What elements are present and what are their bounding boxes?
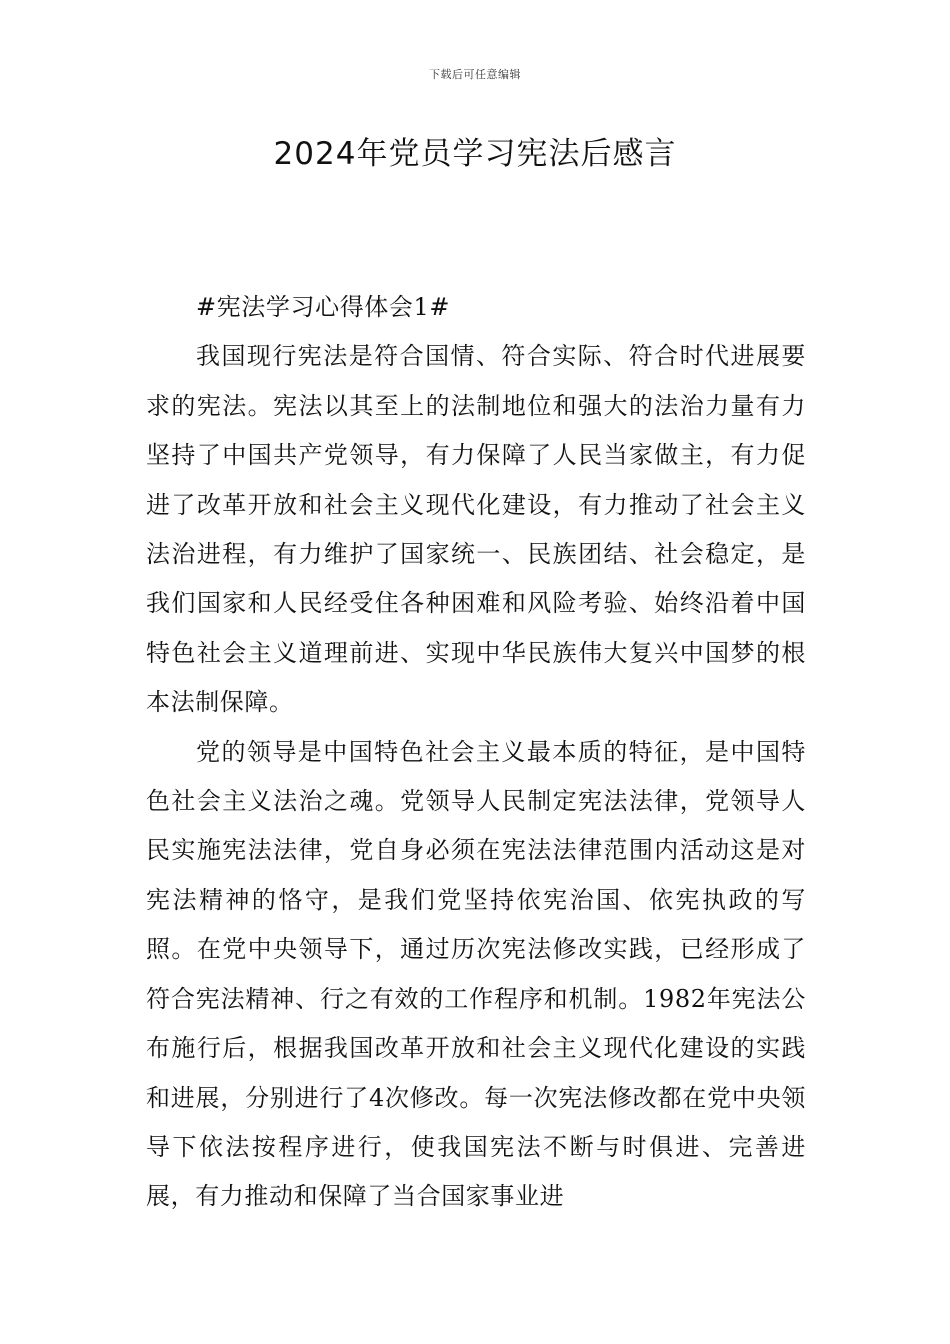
document-title: 2024年党员学习宪法后感言 [273,136,677,172]
section-heading: #宪法学习心得体会1# [196,293,451,321]
paragraph-2: 党的领导是中国特色社会主义最本质的特征，是中国特色社会主义法治之魂。党领导人民制定宪法法律，党领导人民实施宪法法律，党自身必须在宪法法律范围内活动这是对宪法精神的恪守，是我们党坚持依宪治国、依宪执政的写照。在党中央领导下，通过历次宪法修改实践，已经形成了符合宪法精神、行之有效的工作程序和机制。1982年宪法公布施行后，根据我国改革开放和社会主义现代化建设的实践和进展，分别进行了4次修改。每一次宪法修改都在党中央领导下依法按程序进行，使我国宪法不断与时俱进、完善进展，有力推动和保障了当合国家事业进 [146,737,806,1211]
header-note: 下载后可任意编辑 [429,68,521,81]
document-body [146,283,806,1222]
paragraph-1: 我国现行宪法是符合国情、符合实际、符合时代进展要求的宪法。宪法以其至上的法制地位和强大的法治力量有力坚持了中国共产党领导，有力保障了人民当家做主，有力促进了改革开放和社会主义现代化建设，有力推动了社会主义法治进程，有力维护了国家统一、民族团结、社会稳定，是我们国家和人民经受住各种困难和风险考验、始终沿着中国特色社会主义道理前进、实现中华民族伟大复兴中国梦的根本法制保障。 [146,342,806,717]
